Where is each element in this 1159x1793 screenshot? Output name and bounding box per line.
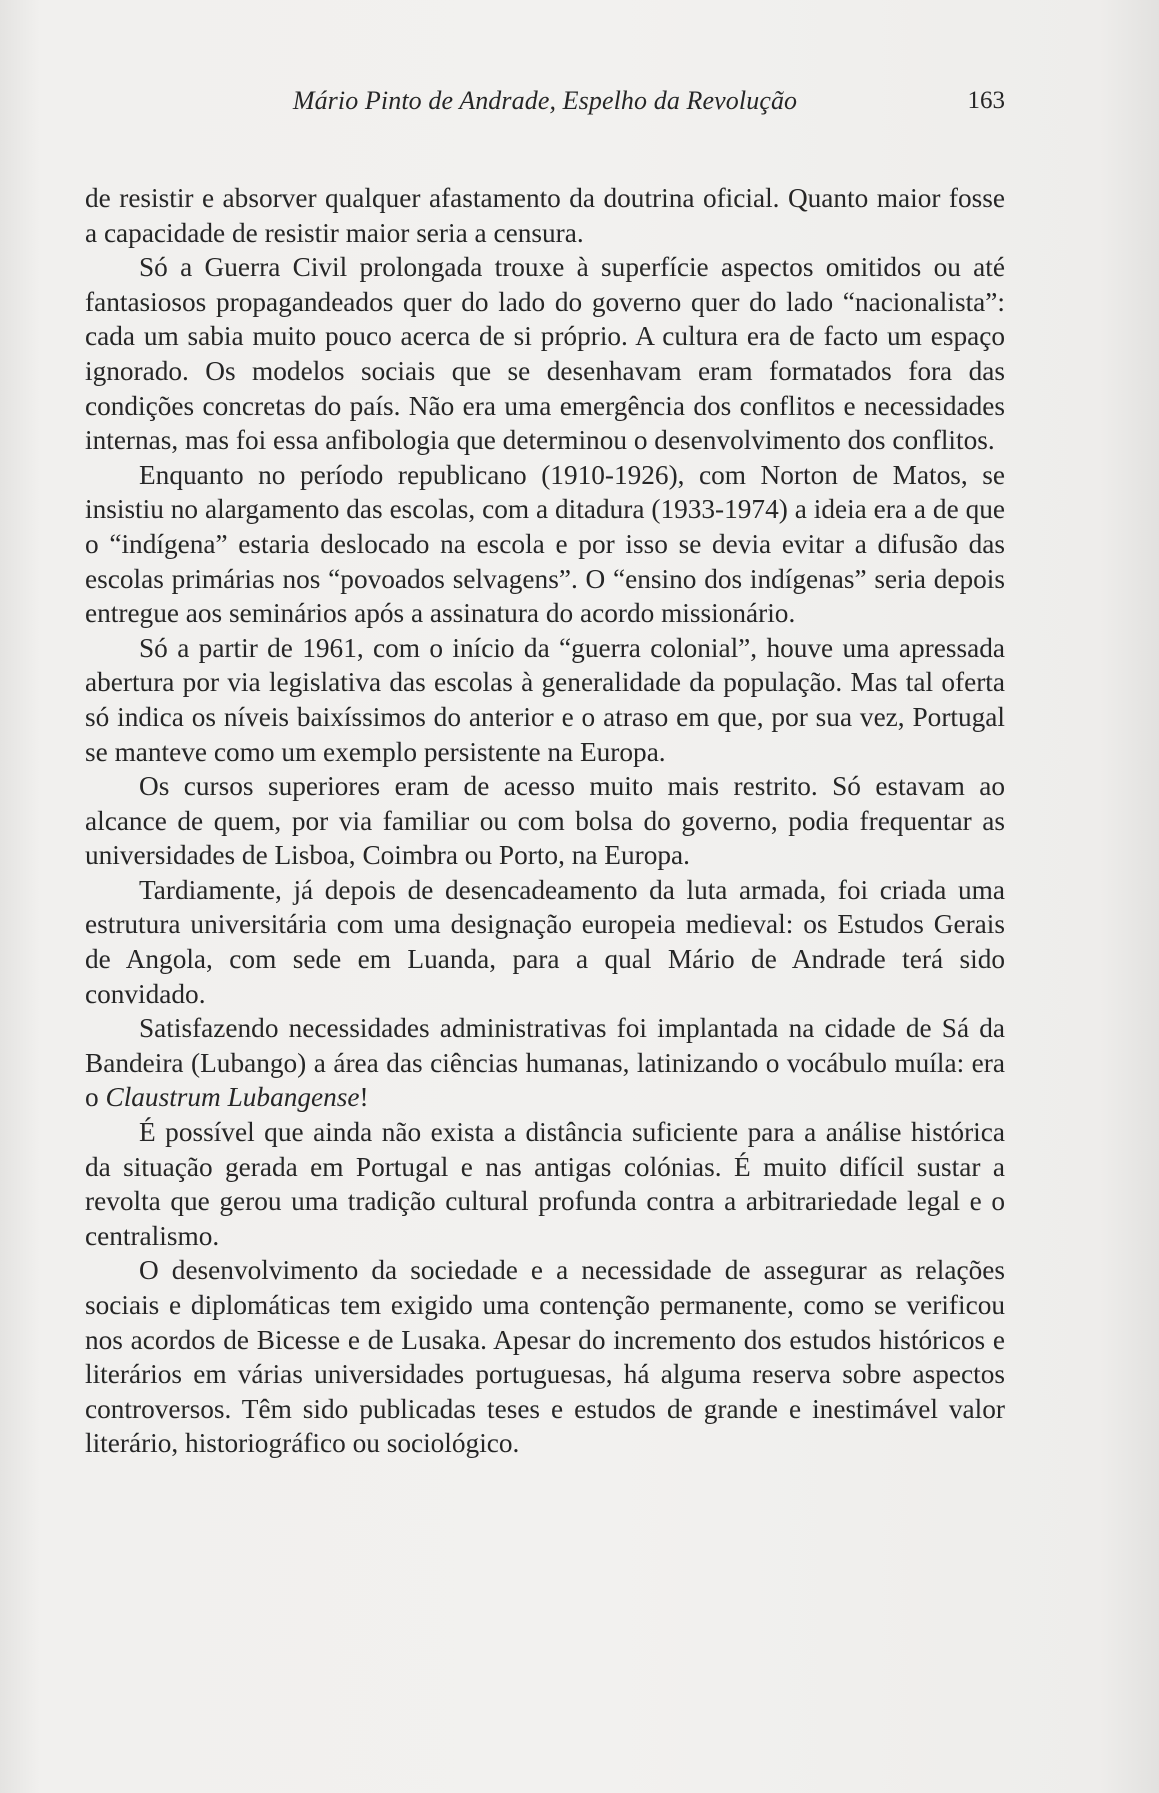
running-header [85, 83, 1005, 119]
paragraph-1961: Só a partir de 1961, com o início da “guerra colonial”, houve uma apressada abertura por via legislativa das escolas à generalidade da população. Mas tal oferta só indica os níveis baixíssimos do anterior e o atraso em que, por sua vez, Portugal se manteve como um exemplo persistente na Europa. [85, 632, 1005, 767]
paragraph-continuation: de resistir e absorver qualquer afastamento da doutrina oficial. Quanto maior fosse a capacidade de resistir maior seria a censura. [85, 183, 1005, 248]
paragraph-historical-analysis: É possível que ainda não exista a distância suficiente para a análise histórica da situação gerada em Portugal e nas antigas colónias. É muito difícil sustar a revolta que gerou uma tradição cultural profunda contra a arbitrariedade legal e o centralismo. [85, 1117, 1005, 1251]
body-text [85, 181, 1005, 1461]
paragraph-lubango-end: ! [359, 1082, 369, 1113]
paragraph-lubango [85, 1011, 1005, 1115]
paragraph-civil-war: Só a Guerra Civil prolongada trouxe à superfície aspectos omitidos ou até fantasiosos propagandeados quer do lado do governo quer do lado “nacionalista”: cada um sabia muito pouco acerca de si próprio. A cultura era de facto um espaço ignorado. Os modelos sociais que se desenhavam eram formatados fora das condições concretas do país. Não era uma emergência dos conflitos e necessidades internas, mas foi essa anfibologia que determinou o desenvolvimento dos conflitos. [85, 252, 1005, 456]
paragraph-lubango-text: Satisfazendo necessidades administrativas foi implantada na cidade de Sá da Bandeira (Lubango) a área das ciências humanas, latinizando o vocábulo muíla: era o [85, 1013, 1005, 1113]
paragraph-estudos-gerais: Tardiamente, já depois de desencadeamento da luta armada, foi criada uma estrutura universitária com uma designação europeia medieval: os Estudos Gerais de Angola, com sede em Luanda, para a qual Mário de Andrade terá sido convidado. [85, 874, 1005, 1009]
paragraph-development: O desenvolvimento da sociedade e a necessidade de assegurar as relações sociais e diplomáticas tem exigido uma contenção permanente, como se verificou nos acordos de Bicesse e de Lusaka. Apesar do incremento dos estudos históricos e literários em várias universidades portuguesas, há alguma reserva sobre aspectos controversos. Têm sido publicadas teses e estudos de grande e inestimável valor literário, historiográfico ou sociológico. [85, 1255, 1005, 1459]
running-title: Mário Pinto de Andrade, Espelho da Revolução [292, 86, 798, 115]
paragraph-republican-period: Enquanto no período republicano (1910-1926), com Norton de Matos, se insistiu no alargamento das escolas, com a ditadura (1933-1974) a ideia era a de que o “indígena” estaria deslocado na escola e por isso se devia evitar a difusão das escolas primárias nos “povoados selvagens”. O “ensino dos indígenas” seria depois entregue aos seminários após a assinatura do acordo missionário. [85, 459, 1005, 629]
claustrum-lubangense: Claustrum Lubangense [105, 1082, 360, 1113]
page-number: 163 [967, 87, 1005, 114]
paragraph-higher-education: Os cursos superiores eram de acesso muito mais restrito. Só estavam ao alcance de quem, por via familiar ou com bolsa do governo, podia frequentar as universidades de Lisboa, Coimbra ou Porto, na Europa. [85, 771, 1005, 871]
